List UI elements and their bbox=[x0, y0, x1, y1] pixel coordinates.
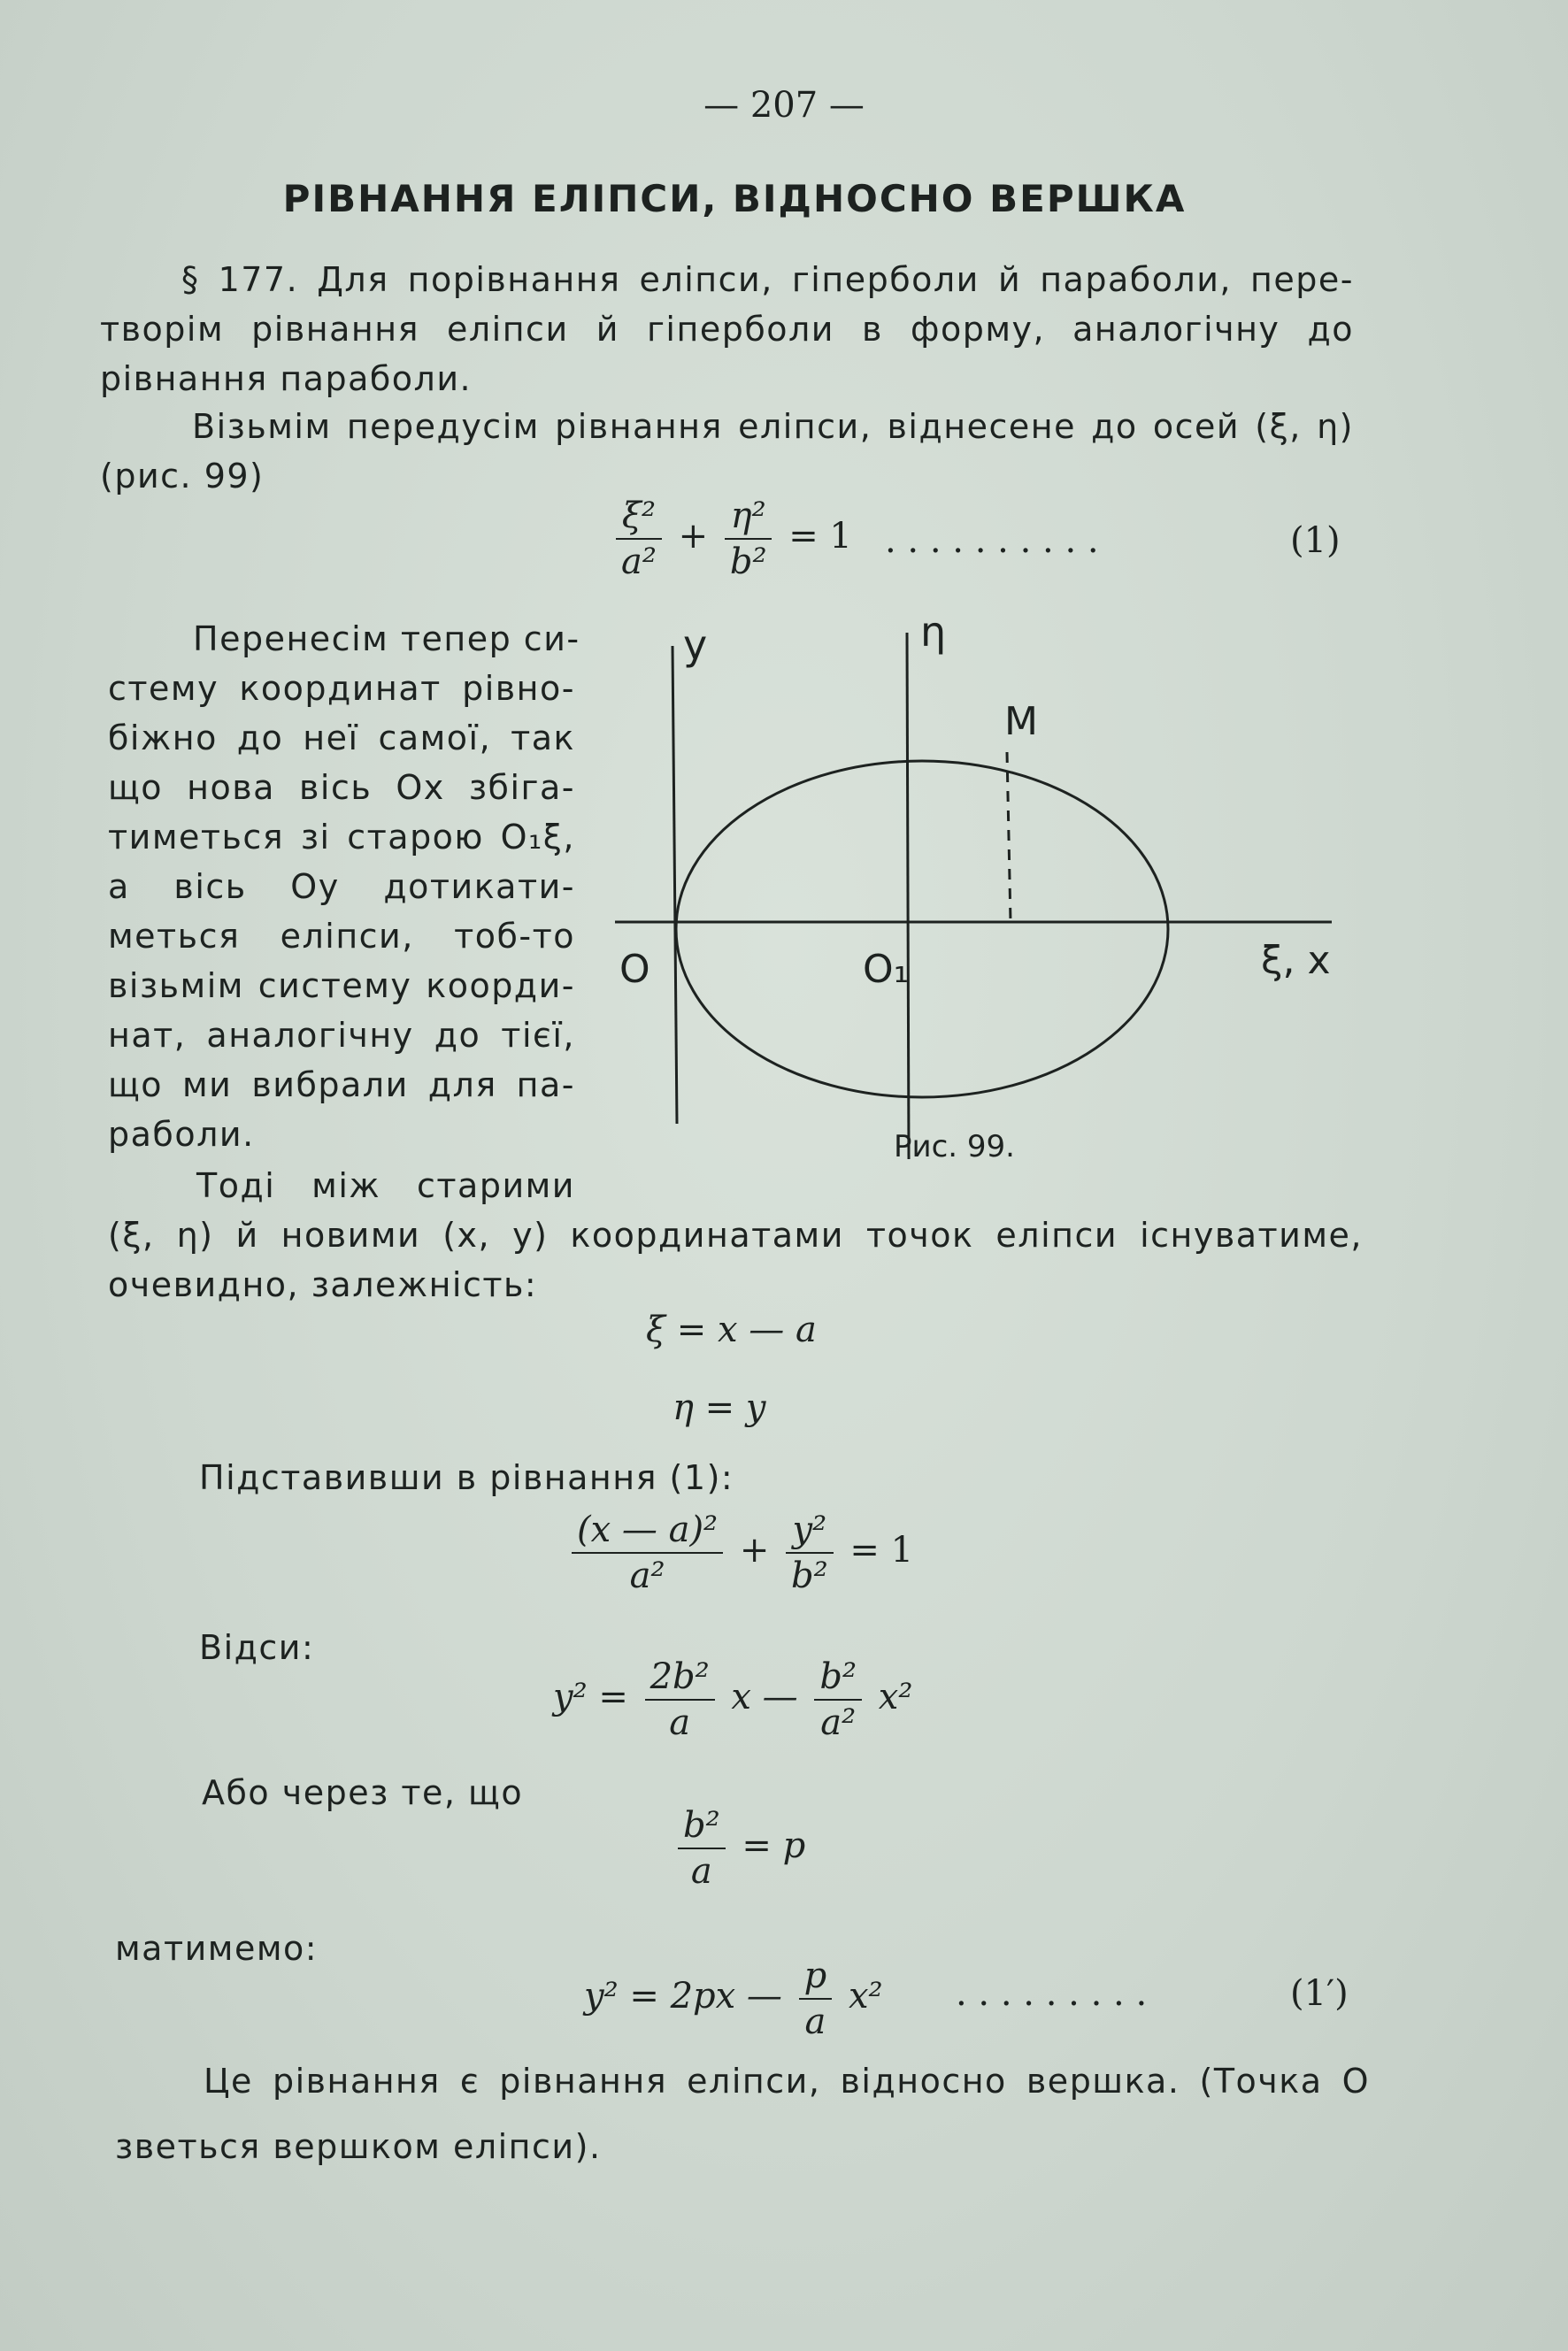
eq4-lhs: y² = bbox=[553, 1677, 628, 1717]
side-text-line-6: а вісь Oy дотикати- bbox=[108, 867, 575, 906]
para1-line3: рівнання параболи. bbox=[100, 359, 473, 398]
eq2-line2: η = y bbox=[673, 1387, 766, 1428]
eta-axis bbox=[907, 633, 909, 1159]
eq4-den2: a² bbox=[820, 1702, 857, 1743]
eq2-line1: ξ = x — a bbox=[646, 1310, 817, 1350]
eq4-num2: b² bbox=[814, 1656, 862, 1701]
para6: Або через те, що bbox=[202, 1773, 524, 1812]
eq3-den2: b² bbox=[791, 1556, 828, 1596]
side-text-line-1: Перенесім тепер си- bbox=[193, 619, 580, 658]
eq4-tail: x² bbox=[878, 1677, 913, 1717]
eq6-num: p bbox=[799, 1955, 833, 2000]
equation-1 bbox=[611, 496, 852, 582]
eq1-label: (1) bbox=[1290, 520, 1341, 561]
eq6-label: (1′) bbox=[1290, 1973, 1349, 2014]
eq1-num1: ξ² bbox=[616, 496, 662, 540]
eq4-num1: 2b² bbox=[645, 1656, 715, 1701]
eq6-lhs: y² = 2px — bbox=[584, 1976, 782, 2017]
side-text-line-8: візьмім систему коорди- bbox=[108, 966, 575, 1005]
equation-4 bbox=[553, 1656, 912, 1743]
label-o: O bbox=[619, 947, 650, 992]
side-text-line-7: меться еліпси, тоб-то bbox=[108, 917, 575, 956]
eq6-den: a bbox=[804, 2001, 826, 2042]
eq1-dots: . . . . . . . . . . bbox=[885, 520, 1099, 561]
label-y: y bbox=[683, 621, 708, 669]
eq5-rhs: = p bbox=[742, 1825, 806, 1866]
para4: Підставивши в рівнання (1): bbox=[199, 1458, 734, 1497]
eq1-den2: b² bbox=[729, 542, 767, 582]
page-number: — 207 — bbox=[703, 85, 865, 126]
eq5-den: a bbox=[690, 1851, 712, 1892]
para2-line1: Візьмім передусім рівнання еліпси, віднесене до осей (ξ, η) bbox=[192, 407, 1354, 446]
equation-3 bbox=[566, 1510, 913, 1596]
eq3-plus: + bbox=[739, 1530, 770, 1571]
para3-line1: Тоді між старими bbox=[196, 1166, 575, 1205]
section-title: РІВНАННЯ ЕЛІПСИ, ВІДНОСНО ВЕРШКА bbox=[282, 177, 1187, 220]
para8-line1: Це рівнання є рівнання еліпси, відносно вершка. (Точка O bbox=[204, 2062, 1370, 2101]
side-text-line-10: що ми вибрали для па- bbox=[108, 1065, 575, 1104]
label-xi-x: ξ, x bbox=[1261, 938, 1331, 983]
point-m-ordinate bbox=[1007, 752, 1011, 922]
eq1-rhs: = 1 bbox=[788, 516, 852, 557]
eq5-num: b² bbox=[678, 1805, 726, 1849]
eq4-mid: x — bbox=[731, 1677, 798, 1717]
side-text-line-9: нат, аналогічну до тієї, bbox=[108, 1016, 575, 1055]
eq3-num2: y² bbox=[786, 1510, 834, 1554]
figure-caption: Рис. 99. bbox=[894, 1129, 1015, 1164]
eq3-den1: a² bbox=[629, 1556, 665, 1596]
eq4-den1: a bbox=[669, 1702, 691, 1743]
para1-line2: творім рівнання еліпси й гіперболи в форму, аналогічну до bbox=[100, 310, 1354, 349]
side-text-line-4: що нова вісь Ox збіга- bbox=[108, 768, 575, 807]
side-text-line-5: тиметься зі старою O₁ξ, bbox=[108, 818, 575, 857]
eq1-num2: η² bbox=[725, 496, 772, 540]
para1-line1: § 177. Для порівнання еліпси, гіперболи й параболи, пере- bbox=[181, 260, 1354, 299]
label-o1: O₁ bbox=[863, 947, 910, 992]
para7: матимемо: bbox=[115, 1929, 319, 1968]
eq6-dots: . . . . . . . . . bbox=[956, 1973, 1148, 2014]
y-axis bbox=[673, 646, 677, 1124]
para2-line2: (рис. 99) bbox=[100, 457, 265, 496]
para3-line2: (ξ, η) й новими (x, y) координатами точок еліпси існуватиме, bbox=[108, 1216, 1363, 1255]
figure-99 bbox=[611, 611, 1345, 1186]
para5: Відси: bbox=[199, 1628, 315, 1667]
eq6-tail: x² bbox=[848, 1976, 883, 2017]
label-m: M bbox=[1004, 699, 1038, 744]
eq1-den1: a² bbox=[621, 542, 657, 582]
eq3-num1: (x — a)² bbox=[572, 1510, 723, 1554]
side-text-line-11: раболи. bbox=[108, 1115, 255, 1154]
side-text-line-3: біжно до неї самої, так bbox=[108, 718, 575, 757]
equation-6 bbox=[584, 1955, 883, 2042]
side-text-line-2: стему координат рівно- bbox=[108, 669, 575, 708]
para3-line3: очевидно, залежність: bbox=[108, 1265, 538, 1304]
equation-5 bbox=[673, 1805, 805, 1892]
eq1-plus: + bbox=[678, 516, 709, 557]
para8-line2: зветься вершком еліпси). bbox=[115, 2127, 602, 2166]
eq3-rhs: = 1 bbox=[849, 1530, 914, 1571]
label-eta: η bbox=[920, 611, 947, 656]
ellipse-curve bbox=[676, 761, 1168, 1097]
